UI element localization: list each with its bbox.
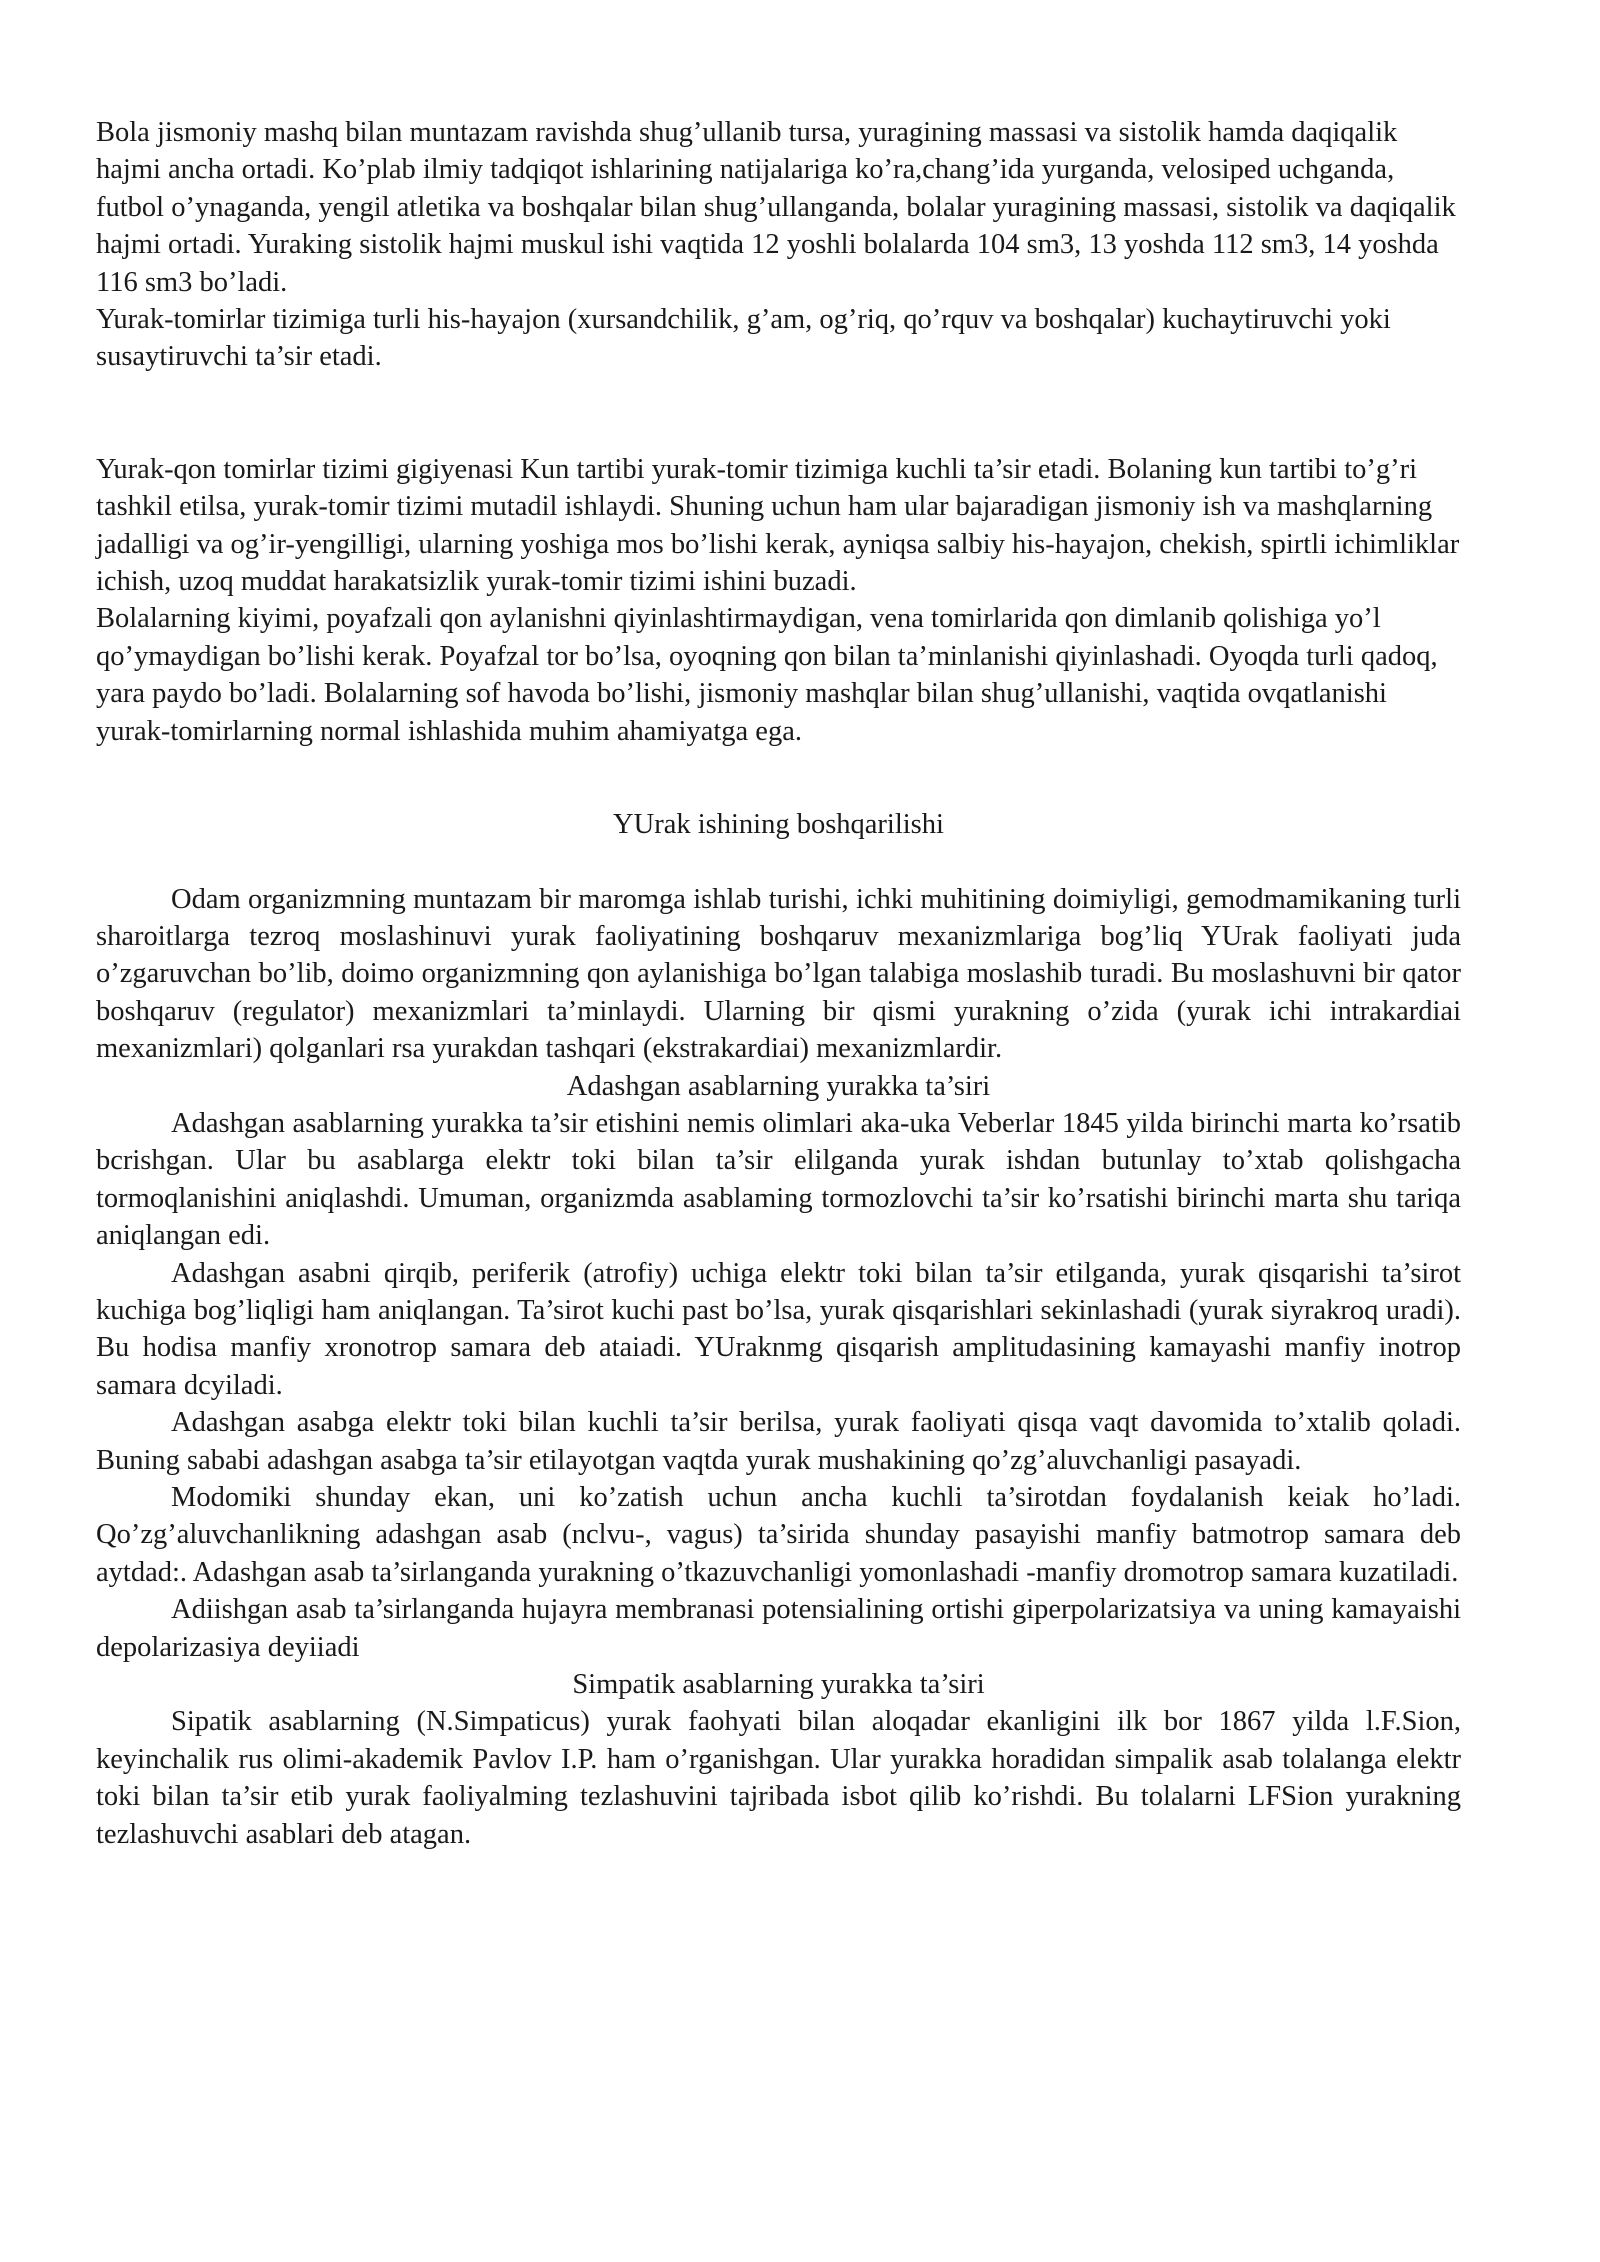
paragraph-vagus-4: Modomiki shunday ekan, uni ko’zatish uchun ancha kuchli ta’sirotdan foydalanish keiak ho’ladi. Qo’zg’aluvchanlikning adashgan asab (nclvu-, vagus) ta’sirida shunday pasayishi manfiy batmotrop samara deb aytdad:. Adashgan asab ta’sirlanganda yurakning o’tkazuvchanligi yomonlashadi -manfiy dromotrop samara kuzatiladi. bbox=[96, 1482, 1461, 1588]
paragraph-clothing: Bolalarning kiyimi, poyafzali qon aylanishni qiyinlashtirmaydigan, vena tomirlarida qon dimlanib qolishiga yo’l qo’ymaydigan bo’lishi kerak. Poyafzal tor bo’lsa, oyoqning qon bilan ta’minlanishi qiyinlashadi. Oyoqda turli qadoq, yara paydo bo’ladi. Bolalarning sof havoda bo’lishi, jismoniy mashqlar bilan shug’ullanishi, vaqtida ovqatlanishi yurak-tomirlarning normal ishlashida muhim ahamiyatga ega. bbox=[96, 603, 1438, 747]
paragraph-vagus-5: Adiishgan asab ta’sirlanganda hujayra membranasi potensialining ortishi giperpolarizatsiya va uning kamayaishi depolarizasiya deyiiadi bbox=[96, 1594, 1461, 1663]
section-heading-regulation: YUrak ishining boshqarilishi bbox=[613, 809, 944, 841]
section-heading-vagus: Adashgan asablarning yurakka ta’siri bbox=[566, 1070, 991, 1102]
spacer bbox=[96, 750, 1461, 806]
paragraph-regulation: Odam organizmning muntazam bir maromga ishlab turishi, ichki muhitining doimiyligi, gemodmamikaning turli sharoitlarga tezroq moslashinuvi yurak faoliyatining boshqaruv mexanizmlariga bog’liq YUrak faoliyati juda o’zgaruvchan bo’lib, doimo organizmning qon aylanishiga bo’lgan talabiga moslashib turadi. Bu moslashuvni bir qator boshqaruv (regulator) mexanizmlari ta’minlaydi. Ularning bir qismi yurakning o’zida (yurak ichi intrakardiai mexanizmlari) qolganlari rsa yurakdan tashqari (ekstrakardiai) mexanizmlardir. bbox=[96, 883, 1461, 1065]
paragraph-hygiene: Yurak-qon tomirlar tizimi gigiyenasi Kun tartibi yurak-tomir tizimiga kuchli ta’sir etadi. Bolaning kun tartibi to’g’ri tashkil etilsa, yurak-tomir tizimi mutadil ishlaydi. Shuning uchun ham ular bajaradigan jismoniy ish va mashqlarning jadalligi va og’ir-yengilligi, ularning yoshiga mos bo’lishi kerak, ayniqsa salbiy his-hayajon, chekish, spirtli ichimliklar ichish, uzoq muddat harakatsizlik yurak-tomir tizimi ishini buzadi. bbox=[96, 453, 1460, 598]
spacer bbox=[96, 376, 1461, 451]
paragraph-sympathetic: Sipatik asablarning (N.Simpaticus) yurak faohyati bilan aloqadar ekanligini ilk bor 1867 yilda l.F.Sion, keyinchalik rus olimi-akademik Pavlov I.P. ham o’rganishgan. Ular yurakka horadidan simpalik asab tolalanga elektr toki bilan ta’sir etib yurak faoliyalming tezlashuvini tajribada isbot qilib ko’rishdi. Bu tolalarni LFSion yurakning tezlashuvchi asablari deb atagan. bbox=[96, 1706, 1461, 1850]
paragraph-vagus-3: Adashgan asabga elektr toki bilan kuchli ta’sir berilsa, yurak faoliyati qisqa vaqt davomida to’xtalib qoladi. Buning sababi adashgan asabga ta’sir etilayotgan vaqtda yurak mushakining qo’zg’aluvchanligi pasayadi. bbox=[96, 1407, 1461, 1476]
document-page bbox=[96, 114, 1461, 1853]
paragraph-heart-exercise: Bola jismoniy mashq bilan muntazam ravishda shug’ullanib tursa, yuragining massasi va sistolik hamda daqiqalik hajmi ancha ortadi. Ko’plab ilmiy tadqiqot ishlarining natijalariga ko’ra,chang’ida yurganda, velosiped uchganda, futbol o’ynaganda, yengil atletika va boshqalar bilan shug’ullanganda, bolalar yuragining massasi, sistolik va daqiqalik hajmi ortadi. Yuraking sistolik hajmi muskul ishi vaqtida 12 yoshli bolalarda 104 sm3, 13 yoshda 112 sm3, 14 yoshda 116 sm3 bo’ladi. bbox=[96, 117, 1456, 298]
spacer bbox=[96, 844, 1461, 881]
paragraph-emotions: Yurak-tomirlar tizimiga turli his-hayajon (xursandchilik, g’am, og’riq, qo’rquv va boshqalar) kuchaytiruvchi yoki susaytiruvchi ta’sir etadi. bbox=[96, 304, 1391, 373]
section-heading-sympathetic: Simpatik asablarning yurakka ta’siri bbox=[572, 1669, 985, 1701]
paragraph-vagus-2: Adashgan asabni qirqib, periferik (atrofiy) uchiga elektr toki bilan ta’sir etilganda, yurak qisqarishi ta’sirot kuchiga bog’liqligi ham aniqlangan. Ta’sirot kuchi past bo’lsa, yurak qisqarishlari sekinlashadi (yurak siyrakroq uradi). Bu hodisa manfiy xronotrop samara deb ataiadi. YUraknmg qisqarish amplitudasining kamayashi manfiy inotrop samara dcyiladi. bbox=[96, 1257, 1461, 1401]
paragraph-vagus-1: Adashgan asablarning yurakka ta’sir etishini nemis olimlari aka-uka Veberlar 1845 yilda birinchi marta ko’rsatib bcrishgan. Ular bu asablarga elektr toki bilan ta’sir elilganda yurak ishdan butunlay to’xtab qolishgacha tormoqlanishini aniqlashdi. Umuman, organizmda asablaming tormozlovchi ta’sir ko’rsatishi birinchi marta shu tariqa aniqlangan edi. bbox=[96, 1107, 1461, 1252]
